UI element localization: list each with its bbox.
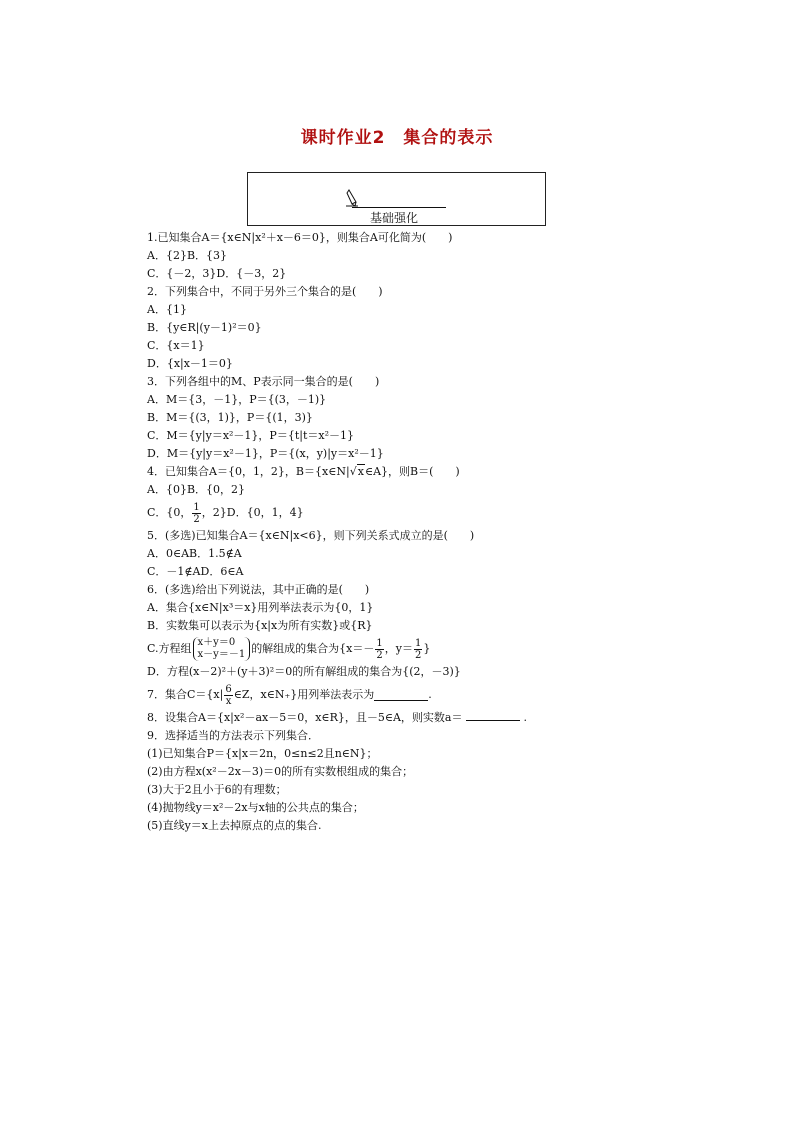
q8-answer-blank[interactable] <box>466 709 520 721</box>
q9-item-3: (3)大于2且小于6的有理数； <box>147 783 287 796</box>
q6-c-sep: ，y＝ <box>384 642 413 655</box>
q7-post: ∈Z，x∈N₊}用列举法表示为 <box>233 688 375 701</box>
sqrt-symbol: √ <box>349 465 357 478</box>
q7-denominator: x <box>225 695 232 707</box>
q9-item-1: (1)已知集合P＝{x|x＝2n，0≤n≤2且n∈N}； <box>147 747 378 760</box>
q4-options-cd <box>147 499 647 527</box>
q6-option-d: D．方程(x－2)²＋(y＋3)²＝0的所有解组成的集合为{(2，－3)} <box>147 665 461 678</box>
q4-sqrt-radicand: x <box>357 465 364 478</box>
q6-c-equation-system <box>193 637 251 661</box>
q6-c-pre: C.方程组 <box>147 642 192 655</box>
section-label: 基础强化 <box>370 211 419 225</box>
q5-options-ab: A．0∈AB．1.5∉A <box>147 547 242 560</box>
q6-stem: 6．(多选)给出下列说法，其中正确的是( ) <box>147 583 370 596</box>
q4-stem <box>147 463 647 481</box>
q6-c-fraction-2 <box>414 638 422 661</box>
q6-c-fraction-1 <box>375 638 383 661</box>
q7-line <box>147 681 647 709</box>
q3-option-c: C．M＝{y|y＝x²－1}，P＝{t|t＝x²－1} <box>147 429 354 442</box>
q6-c-denominator-1: 2 <box>376 649 383 661</box>
q6-option-b: B．实数集可以表示为{x|x为所有实数}或{R} <box>147 619 373 632</box>
q5-stem: 5．(多选)已知集合A＝{x∈N|x<6}，则下列关系式成立的是( ) <box>147 529 475 542</box>
q8-end: . <box>523 711 527 724</box>
q6-c-equation-2: x－y＝－1 <box>197 649 246 660</box>
q6-option-c <box>147 635 647 663</box>
q6-c-numerator-2: 1 <box>414 637 422 649</box>
q4-c-fraction <box>192 502 200 525</box>
q4-stem-pre: 4．已知集合A＝{0，1，2}，B＝{x∈N| <box>147 465 350 478</box>
q5-options-cd: C．－1∉AD．6∈A <box>147 565 244 578</box>
q2-option-d: D．{x|x－1＝0} <box>147 357 233 370</box>
q8-pre: 8．设集合A＝{x|x²－ax－5＝0，x∈R}，且－5∈A，则实数a＝ <box>147 711 463 724</box>
q4-options-ab: A．{0}B．{0，2} <box>147 483 246 496</box>
q9-item-2: (2)由方程x(x²－2x－3)＝0的所有实数根组成的集合； <box>147 765 414 778</box>
q3-option-a: A．M＝{3，－1}，P＝{(3，－1)} <box>147 393 327 406</box>
q1-options-cd: C．{－2，3}D．{－3，2} <box>147 267 287 280</box>
q7-answer-blank[interactable] <box>374 689 428 701</box>
q7-pre: 7．集合C＝{x| <box>147 688 224 701</box>
q8-line <box>147 709 647 727</box>
q4-c-pre: C．{0， <box>147 506 192 519</box>
question-list <box>147 229 647 835</box>
q4-stem-post: ∈A}，则B＝( ) <box>364 465 460 478</box>
q3-option-d: D．M＝{y|y＝x²－1}，P＝{(x，y)|y＝x²－1} <box>147 447 384 460</box>
q2-stem: 2．下列集合中，不同于另外三个集合的是( ) <box>147 285 383 298</box>
q1-stem: 1.已知集合A＝{x∈N|x²＋x－6＝0}，则集合A可化简为( ) <box>147 231 453 244</box>
q9-stem: 9．选择适当的方法表示下列集合． <box>147 729 319 742</box>
q6-c-mid: 的解组成的集合为{x＝－ <box>251 642 375 655</box>
q6-c-post: } <box>423 642 431 655</box>
q7-end: . <box>428 688 432 701</box>
q3-option-b: B．M＝{(3，1)}，P＝{(1，3)} <box>147 411 313 424</box>
q4-c-post: ，2}D．{0，1，4} <box>201 506 304 519</box>
q7-fraction <box>224 684 232 707</box>
q4-c-denominator: 2 <box>193 513 200 525</box>
header-underline <box>352 207 446 208</box>
section-header <box>247 172 546 226</box>
page-title: 课时作业2 集合的表示 <box>300 128 494 148</box>
q6-c-denominator-2: 2 <box>414 649 422 661</box>
q6-c-equation-1: x＋y＝0 <box>197 637 236 648</box>
q2-option-c: C．{x＝1} <box>147 339 205 352</box>
q6-option-a: A．集合{x∈N|x³＝x}用列举法表示为{0，1} <box>147 601 374 614</box>
q4-c-numerator: 1 <box>193 501 200 513</box>
q9-item-5: (5)直线y＝x上去掉原点的点的集合. <box>147 819 322 832</box>
q2-option-b: B．{y∈R|(y－1)²＝0} <box>147 321 262 334</box>
q1-options-ab: A．{2}B．{3} <box>147 249 228 262</box>
q3-stem: 3．下列各组中的M、P表示同一集合的是( ) <box>147 375 380 388</box>
q7-numerator: 6 <box>225 683 232 695</box>
q2-option-a: A．{1} <box>147 303 187 316</box>
q6-c-numerator-1: 1 <box>376 637 383 649</box>
q9-item-4: (4)抛物线y＝x²－2x与x轴的公共点的集合； <box>147 801 364 814</box>
